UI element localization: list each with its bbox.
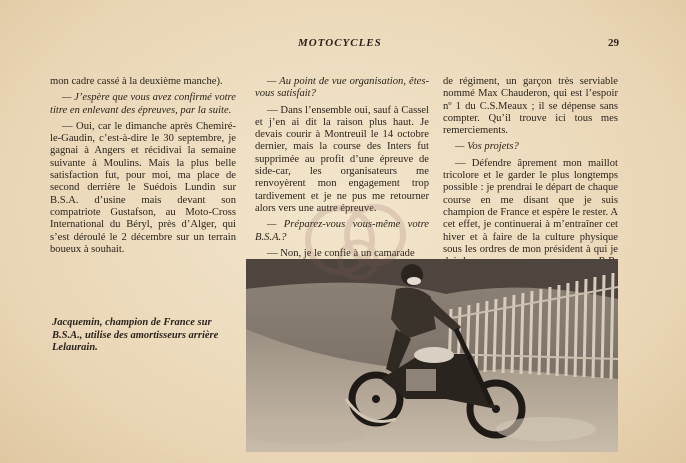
page-number: 29 [608,37,619,49]
photo-caption: Jacquemin, champion de France sur B.S.A., utilise des amortisseurs arrière Lelaurain. [52,317,219,353]
question-paragraph: — Vos projets? [455,141,519,153]
text-column-2 [255,76,429,264]
running-head: MOTOCYCLES [298,37,382,49]
question-paragraph: — J’espère que vous avez confirmé votre titre en enlevant des épreuves, par la suite. [50,92,236,116]
motorcycle-rider-image [246,259,618,452]
paragraph-text: — Défendre âprement mon maillot tricolore et le garder le plus longtemps possible : je prendrai le départ de chaque course en me disant que je suis champion de France et espère le rester. A cet effet, je continuerai à m’entraîner cet hiver et à faire de la culture physique sous les ordres de mon président à qui je [443,157,618,255]
paragraph [443,158,618,269]
paragraph: — Oui, car le dimanche après Chemiré-le-Gaudin, c’est-à-dire le 30 septembre, je gagnai à Angers et récidivai la semaine suivante à Moulins. Mais la plus belle satisfaction fut, pour moi, ma place de second derrière le Suédois Lundin sur B.S.A. d’usine mais devant son compatriote Gustafson, au Moto-Cross International du Béryl, près d’Alger, qui s’est déroulé le 2 décembre sur un terrain boueux à souhait. [50,120,236,255]
question-paragraph: — Au point de vue organisation, êtes-vous satisfait? [255,76,429,100]
question-paragraph: — Préparez-vous vous-même votre B.S.A.? [255,219,429,243]
paragraph: — Non, je le confie à un camarade [267,247,415,259]
text-column-1 [50,76,236,260]
paragraph: — Dans l’ensemble oui, sauf à Cassel et j’en ai dit la raison plus haut. Je devais courir à Montreuil le 14 octobre dernier, mais la course des Inters fut supprimée au profit d’une épreuve de side-car, les organisateurs me renvoyèrent mon engagement trop tardivement et je ne pus me retourner alors vers une autre épreuve. [255,104,429,214]
paragraph: mon cadre cassé à la deuxième manche). [50,76,223,87]
page-header [0,37,686,51]
paragraph: de régiment, un garçon très serviable nommé Max Chauderon, qui est l’espoir nº 1 du C.S.Meaux ; il se dépense sans compter. Qu’il trouve ici tous mes remerciements. [443,76,618,137]
text-column-3 [443,76,618,272]
motocross-photo [246,259,618,452]
